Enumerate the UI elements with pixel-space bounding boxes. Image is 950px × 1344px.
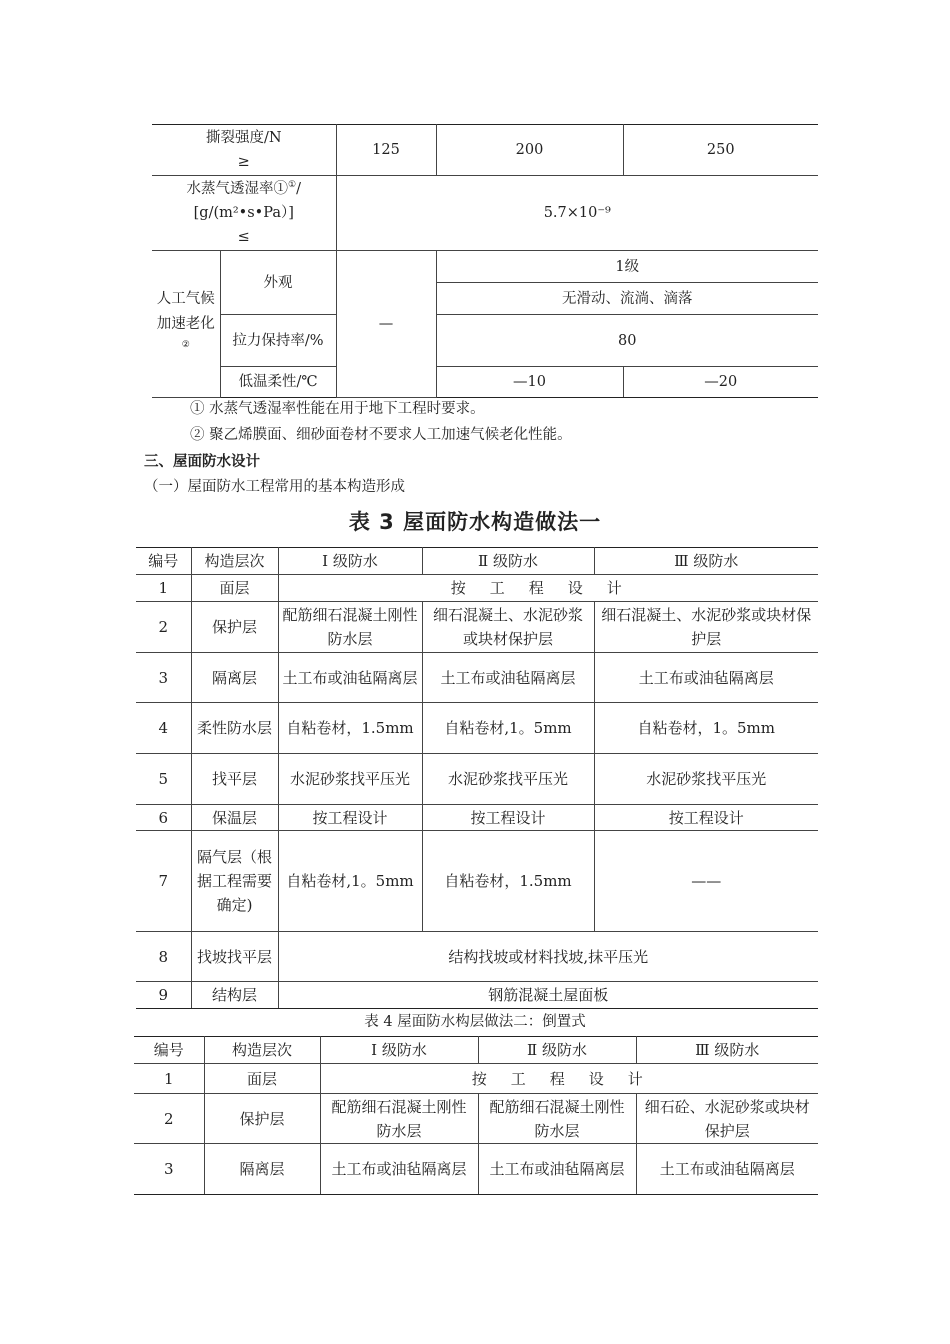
- cell: 8: [136, 932, 191, 982]
- cell: 按工程设计: [278, 575, 818, 602]
- cell: 找坡找平层: [191, 932, 278, 982]
- cell: 按工程设计: [422, 805, 594, 831]
- cell: 200: [436, 125, 623, 176]
- cell: 自粘卷材,1。5mm: [278, 831, 422, 932]
- section-heading: 三、屋面防水设计: [144, 454, 260, 470]
- aging-label: 人工气候加速老化②: [152, 251, 220, 398]
- table-row: [136, 982, 818, 1009]
- cell: 自粘卷材,1。5mm: [422, 703, 594, 754]
- cell: 按工程设计: [320, 1064, 818, 1094]
- header-cell: 构造层次: [204, 1037, 320, 1064]
- cell: 9: [136, 982, 191, 1009]
- cell: 125: [336, 125, 436, 176]
- grade-cell: 1级: [436, 251, 818, 283]
- table-row: [136, 805, 818, 831]
- cell: 钢筋混凝土屋面板: [278, 982, 818, 1009]
- cell: 按工程设计: [594, 805, 818, 831]
- cell: 5: [136, 754, 191, 805]
- table-row: [136, 703, 818, 754]
- table-header-row: [134, 1037, 818, 1064]
- subsection-heading: （一）屋面防水工程常用的基本构造形成: [144, 479, 405, 495]
- cell: 水泥砂浆找平压光: [422, 754, 594, 805]
- table-row: [136, 602, 818, 653]
- cell: —20: [623, 367, 818, 398]
- cell: 土工布或油毡隔离层: [278, 653, 422, 703]
- table-row: [134, 1094, 818, 1144]
- cell: 2: [136, 602, 191, 653]
- table-row: [136, 932, 818, 982]
- table-row: [152, 315, 818, 367]
- cell: 4: [136, 703, 191, 754]
- table-header-row: [136, 548, 818, 575]
- cell: 7: [136, 831, 191, 932]
- table-row: [152, 367, 818, 398]
- table-row: [152, 125, 818, 176]
- dash-cell: —: [336, 251, 436, 398]
- header-cell: Ⅰ 级防水: [278, 548, 422, 575]
- cell: 细石砼、水泥砂浆或块材保护层: [636, 1094, 818, 1144]
- header-cell: Ⅰ 级防水: [320, 1037, 478, 1064]
- no-flow-cell: 无滑动、流淌、滴落: [436, 283, 818, 315]
- table4-title: 表 4 屋面防水构层做法二：倒置式: [364, 1014, 586, 1030]
- cell: 水泥砂浆找平压光: [278, 754, 422, 805]
- header-cell: Ⅱ 级防水: [478, 1037, 636, 1064]
- cell: 250: [623, 125, 818, 176]
- footnote-1: ① 水蒸气透湿率性能在用于地下工程时要求。: [190, 401, 485, 417]
- table-row: [152, 176, 818, 251]
- footnote-2: ② 聚乙烯膜面、细砂面卷材不要求人工加速气候老化性能。: [190, 427, 572, 443]
- cell: 3: [134, 1144, 204, 1195]
- header-cell: 构造层次: [191, 548, 278, 575]
- cell: 自粘卷材，1。5mm: [594, 703, 818, 754]
- cell: 面层: [191, 575, 278, 602]
- header-cell: Ⅲ 级防水: [636, 1037, 818, 1064]
- cell: 配筋细石混凝土刚性防水层: [478, 1094, 636, 1144]
- cell: 土工布或油毡隔离层: [636, 1144, 818, 1195]
- cell: 找平层: [191, 754, 278, 805]
- cell: 土工布或油毡隔离层: [422, 653, 594, 703]
- cell: 面层: [204, 1064, 320, 1094]
- cell: 结构层: [191, 982, 278, 1009]
- tensile-label: 拉力保持率/%: [220, 315, 336, 367]
- header-cell: 编号: [136, 548, 191, 575]
- cell: —10: [436, 367, 623, 398]
- low-temp-label: 低温柔性/℃: [220, 367, 336, 398]
- cell: 保温层: [191, 805, 278, 831]
- cell: 细石混凝土、水泥砂浆或块材保护层: [594, 602, 818, 653]
- table-row: [136, 575, 818, 602]
- vapor-rate-value: 5.7×10⁻⁹: [336, 176, 818, 251]
- cell: 6: [136, 805, 191, 831]
- cell: 3: [136, 653, 191, 703]
- table-row: [134, 1144, 818, 1195]
- cell: 保护层: [204, 1094, 320, 1144]
- cell: 隔气层（根据工程需要确定): [191, 831, 278, 932]
- cell: 土工布或油毡隔离层: [478, 1144, 636, 1195]
- cell: 2: [134, 1094, 204, 1144]
- cell: 1: [136, 575, 191, 602]
- cell: 配筋细石混凝土刚性防水层: [278, 602, 422, 653]
- cell: 结构找坡或材料找坡,抹平压光: [278, 932, 818, 982]
- cell: 隔离层: [204, 1144, 320, 1195]
- cell: 土工布或油毡隔离层: [320, 1144, 478, 1195]
- roof-waterproof-table-2: [134, 1036, 818, 1195]
- cell: 配筋细石混凝土刚性防水层: [320, 1094, 478, 1144]
- tensile-value: 80: [436, 315, 818, 367]
- cell: 土工布或油毡隔离层: [594, 653, 818, 703]
- table-row: [136, 754, 818, 805]
- cell: 自粘卷材，1.5mm: [422, 831, 594, 932]
- table-row: [136, 831, 818, 932]
- cell: 细石混凝土、水泥砂浆或块材保护层: [422, 602, 594, 653]
- header-cell: Ⅲ 级防水: [594, 548, 818, 575]
- cell: ——: [594, 831, 818, 932]
- performance-table: [152, 124, 818, 398]
- table3-title: 表 3 屋面防水构造做法一: [348, 510, 602, 534]
- vapor-rate-label: 水蒸气透湿率①①/ [g/(m²•s•Pa）] ≤: [152, 176, 336, 251]
- header-cell: 编号: [134, 1037, 204, 1064]
- cell: 自粘卷材，1.5mm: [278, 703, 422, 754]
- tear-strength-label: 撕裂强度/N ≥: [152, 125, 336, 176]
- cell: 按工程设计: [278, 805, 422, 831]
- table-row: [152, 251, 818, 283]
- cell: 柔性防水层: [191, 703, 278, 754]
- cell: 保护层: [191, 602, 278, 653]
- appearance-label: 外观: [220, 251, 336, 315]
- table-row: [136, 653, 818, 703]
- cell: 水泥砂浆找平压光: [594, 754, 818, 805]
- cell: 1: [134, 1064, 204, 1094]
- table-row: [134, 1064, 818, 1094]
- cell: 隔离层: [191, 653, 278, 703]
- header-cell: Ⅱ 级防水: [422, 548, 594, 575]
- roof-waterproof-table-1: [136, 547, 818, 1009]
